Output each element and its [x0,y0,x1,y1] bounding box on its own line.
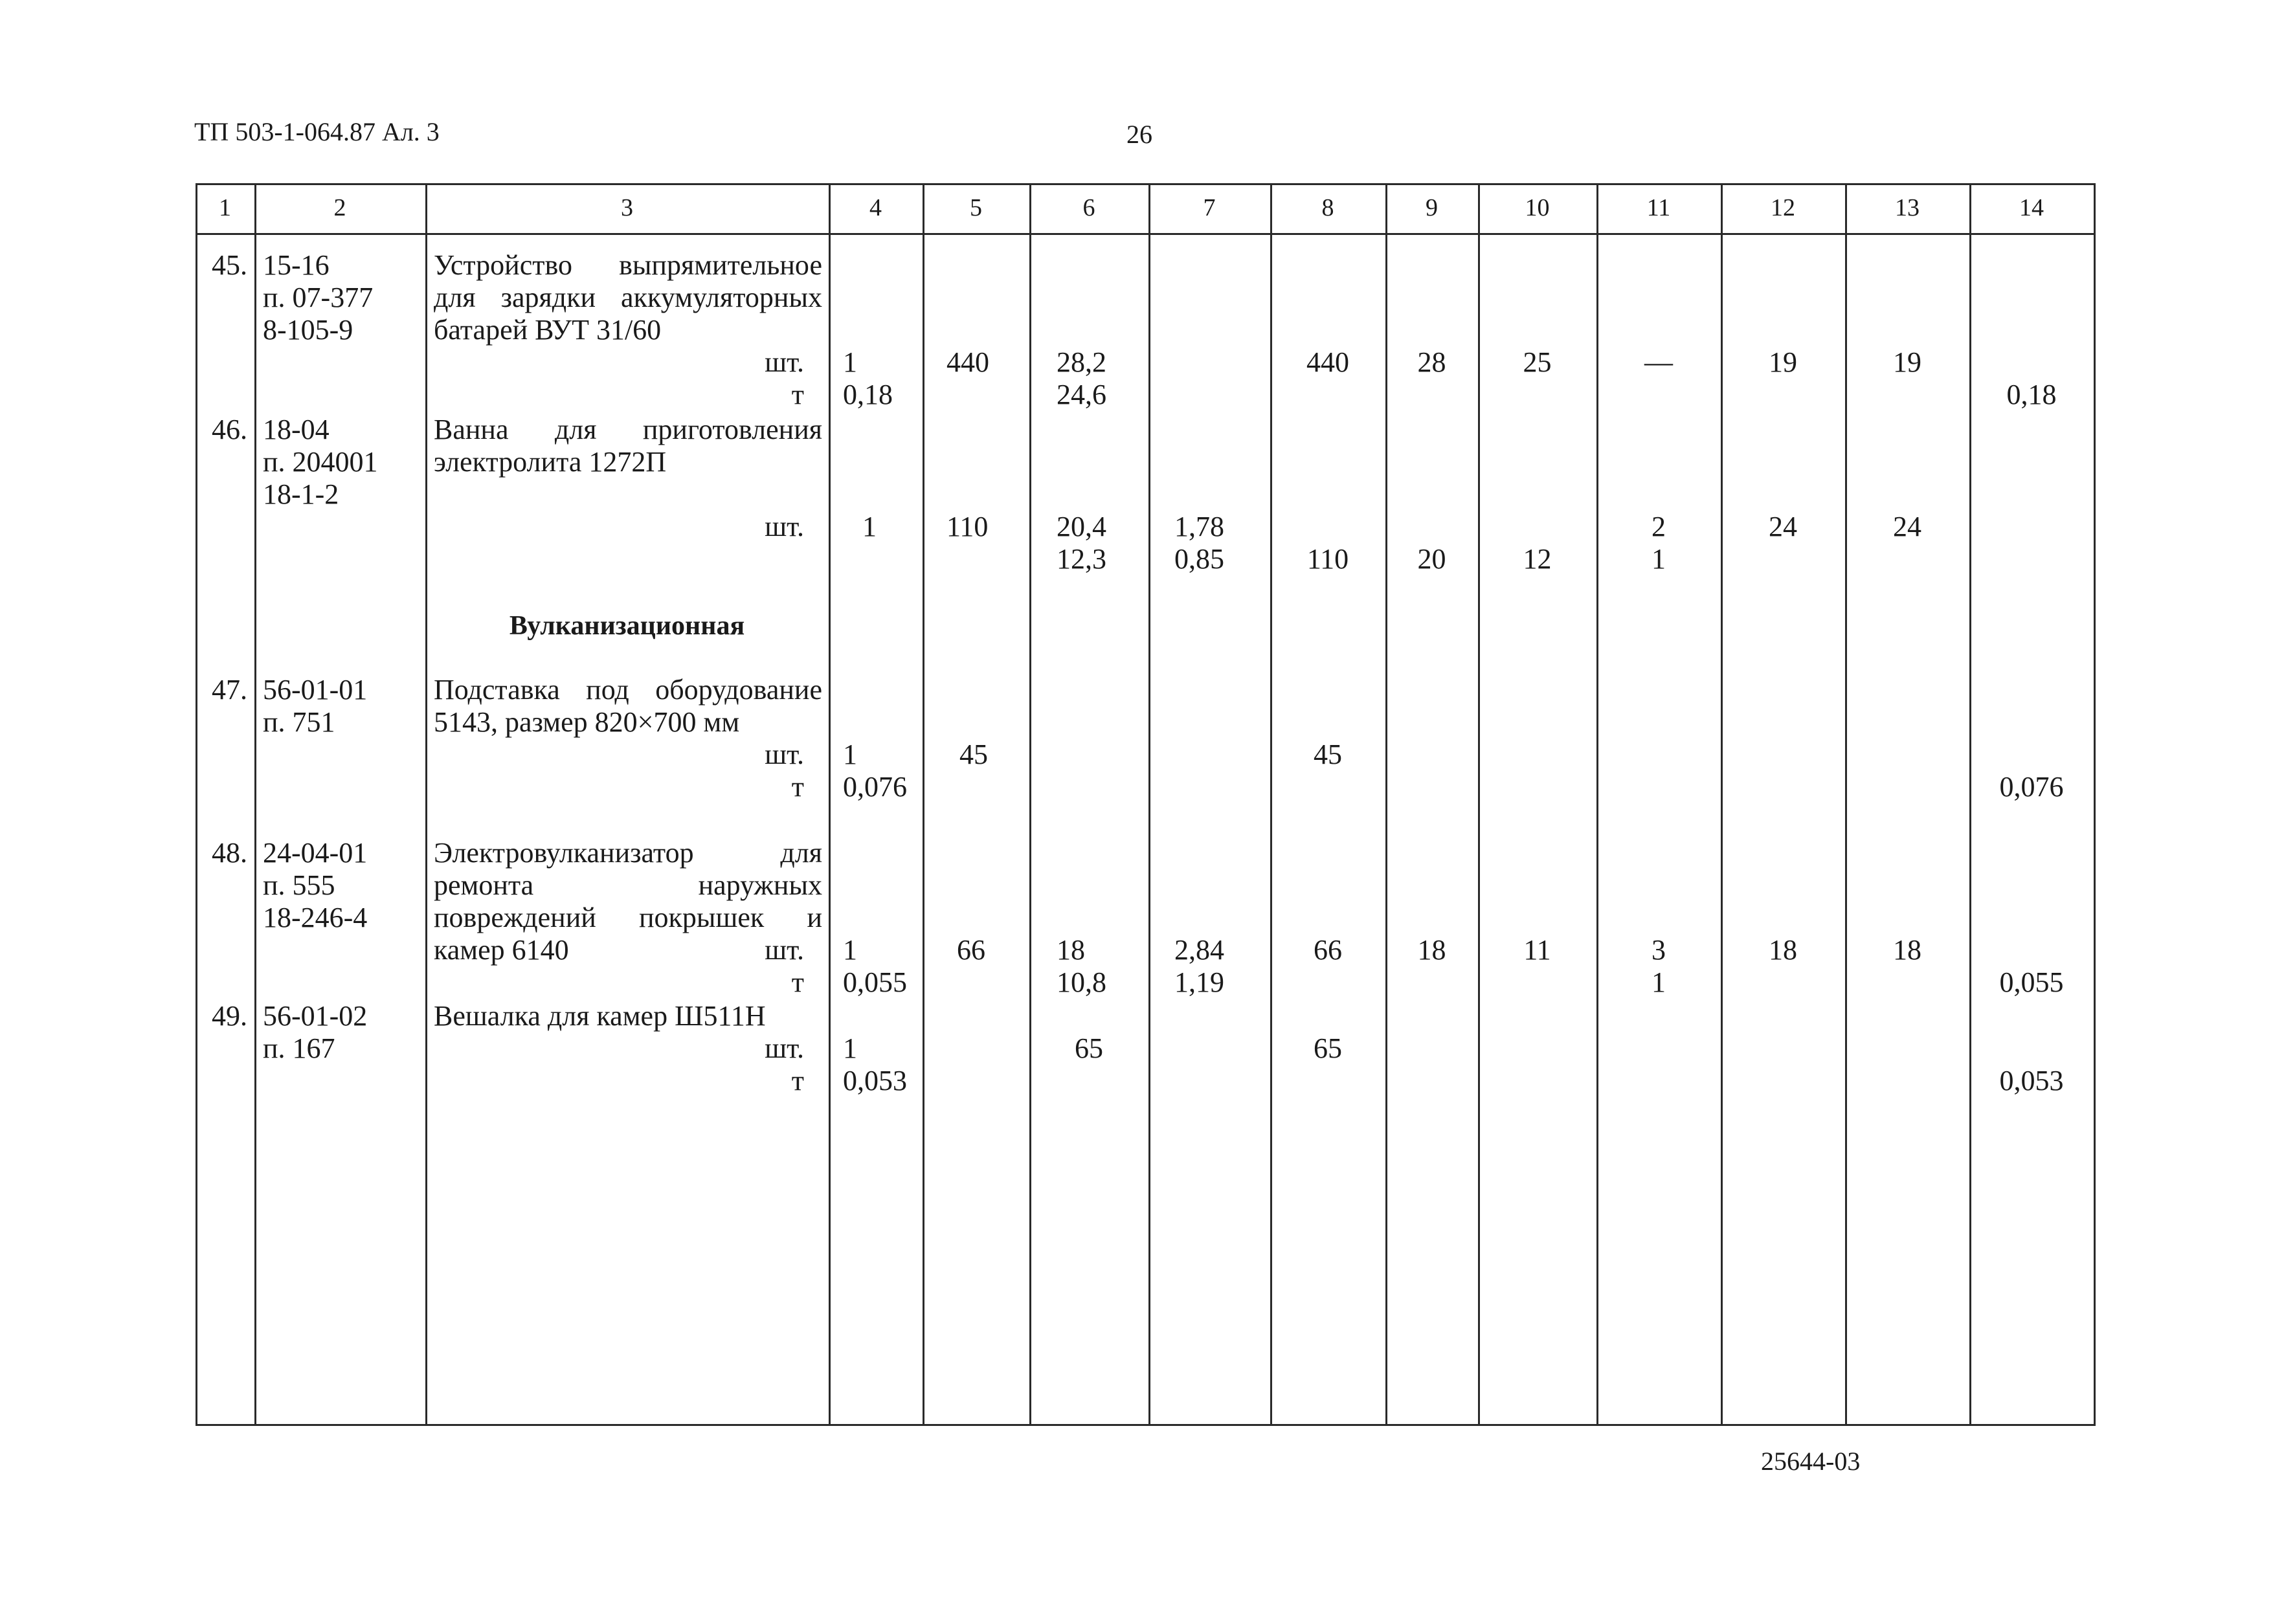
col8-value: 110 [1306,543,1349,575]
col11-values: 2 1 [1651,511,1666,575]
item-description: Ванна для приготовления электролита 1272П [434,414,822,478]
page-number: 26 [1126,120,1152,149]
col10-value: 25 [1523,346,1552,378]
column-divider [254,183,256,1426]
catalog-codes: 18-04 п. 204001 18-1-2 [263,414,378,510]
unit-labels: шт. т [765,346,804,410]
unit-labels: шт. т [765,1032,804,1096]
col6-values: 65 [1075,1032,1103,1064]
column-number: 11 [1646,194,1671,221]
col8-value: 440 [1306,346,1349,378]
col6-values: 20,4 12,3 [1057,511,1106,575]
column-number: 12 [1771,194,1795,221]
column-number: 13 [1895,194,1920,221]
table-bottom-border [196,1424,2096,1426]
col14-value: 0,076 [1999,771,2064,803]
col5-value: 110 [946,511,989,542]
catalog-codes: 56-01-02 п. 167 [263,1000,368,1064]
col5-value: 66 [957,934,985,966]
row-number: 47. [212,674,247,706]
header-row-border [196,233,2096,235]
col10-value: 11 [1523,934,1551,966]
column-divider [425,183,427,1426]
column-number: 14 [2019,194,2044,221]
quantity-values: 1 0,055 [843,934,907,998]
column-number: 8 [1321,194,1334,221]
col6-values: 28,2 24,6 [1057,346,1106,410]
column-number: 4 [869,194,882,221]
equipment-table [196,183,2096,1426]
item-description: Вешалка для камер Ш511Н [434,1000,766,1032]
section-heading: Вулканизационная [509,611,745,641]
footer-code: 25644-03 [1761,1447,1861,1476]
col11-values: 3 1 [1651,934,1666,998]
column-number: 2 [333,194,346,221]
unit-labels: шт. т [765,934,804,998]
quantity-values: 1 0,076 [843,739,907,803]
column-number: 5 [970,194,982,221]
column-number: 6 [1082,194,1095,221]
column-number: 9 [1426,194,1438,221]
column-number: 1 [219,194,231,221]
col12-value: 24 [1769,511,1797,542]
row-number: 46. [212,414,247,445]
col14-value: 0,055 [1999,966,2064,998]
col7-values: 2,84 1,19 [1174,934,1224,998]
catalog-codes: 56-01-01 п. 751 [263,674,368,738]
row-number: 48. [212,837,247,869]
col13-value: 19 [1893,346,1921,378]
column-divider [829,183,831,1426]
quantity-values: 1 0,18 [843,346,893,410]
col7-values: 1,78 0,85 [1174,511,1224,575]
column-divider [1029,183,1031,1426]
row-number: 49. [212,1000,247,1032]
col14-value: 0,18 [2006,379,2057,410]
col12-value: 19 [1769,346,1797,378]
catalog-codes: 15-16 п. 07-377 8-105-9 [263,249,374,346]
col9-value: 20 [1417,543,1446,575]
item-description: Устройство выпрямительное для зарядки аккумуляторных батарей ВУТ 31/60 [434,249,822,346]
col5-value: 440 [946,346,989,378]
col9-value: 18 [1417,934,1446,966]
column-number: 10 [1525,194,1550,221]
column-number: 7 [1203,194,1216,221]
col8-value: 66 [1314,934,1342,966]
col10-value: 12 [1523,543,1552,575]
unit-labels: шт. [765,511,804,542]
column-divider [923,183,924,1426]
column-number: 3 [621,194,633,221]
col12-value: 18 [1769,934,1797,966]
col6-values: 18 10,8 [1057,934,1106,998]
col5-value: 45 [959,739,988,770]
document-code: ТП 503-1-064.87 Ал. 3 [194,117,440,146]
table-top-border [196,183,2096,185]
col9-value: 28 [1417,346,1446,378]
unit-labels: шт. т [765,739,804,803]
item-description: Подставка под оборудование 5143, размер 820×700 мм [434,674,822,738]
col14-value: 0,053 [1999,1065,2064,1096]
column-divider [1148,183,1150,1426]
col8-value: 45 [1314,739,1342,770]
col13-value: 24 [1893,511,1921,542]
item-description: Электровулканизатор для ремонта наружных повреждений покрышек и камер 6140 [434,837,822,966]
column-divider [1969,183,1971,1426]
quantity-values: 1 0,053 [843,1032,907,1096]
row-number: 45. [212,249,247,281]
col11-value: — [1644,346,1673,378]
catalog-codes: 24-04-01 п. 555 18-246-4 [263,837,368,933]
col8-value: 65 [1314,1032,1342,1064]
quantity-values: 1 [862,511,877,542]
column-divider [196,183,197,1426]
column-divider [2094,183,2096,1426]
col13-value: 18 [1893,934,1921,966]
